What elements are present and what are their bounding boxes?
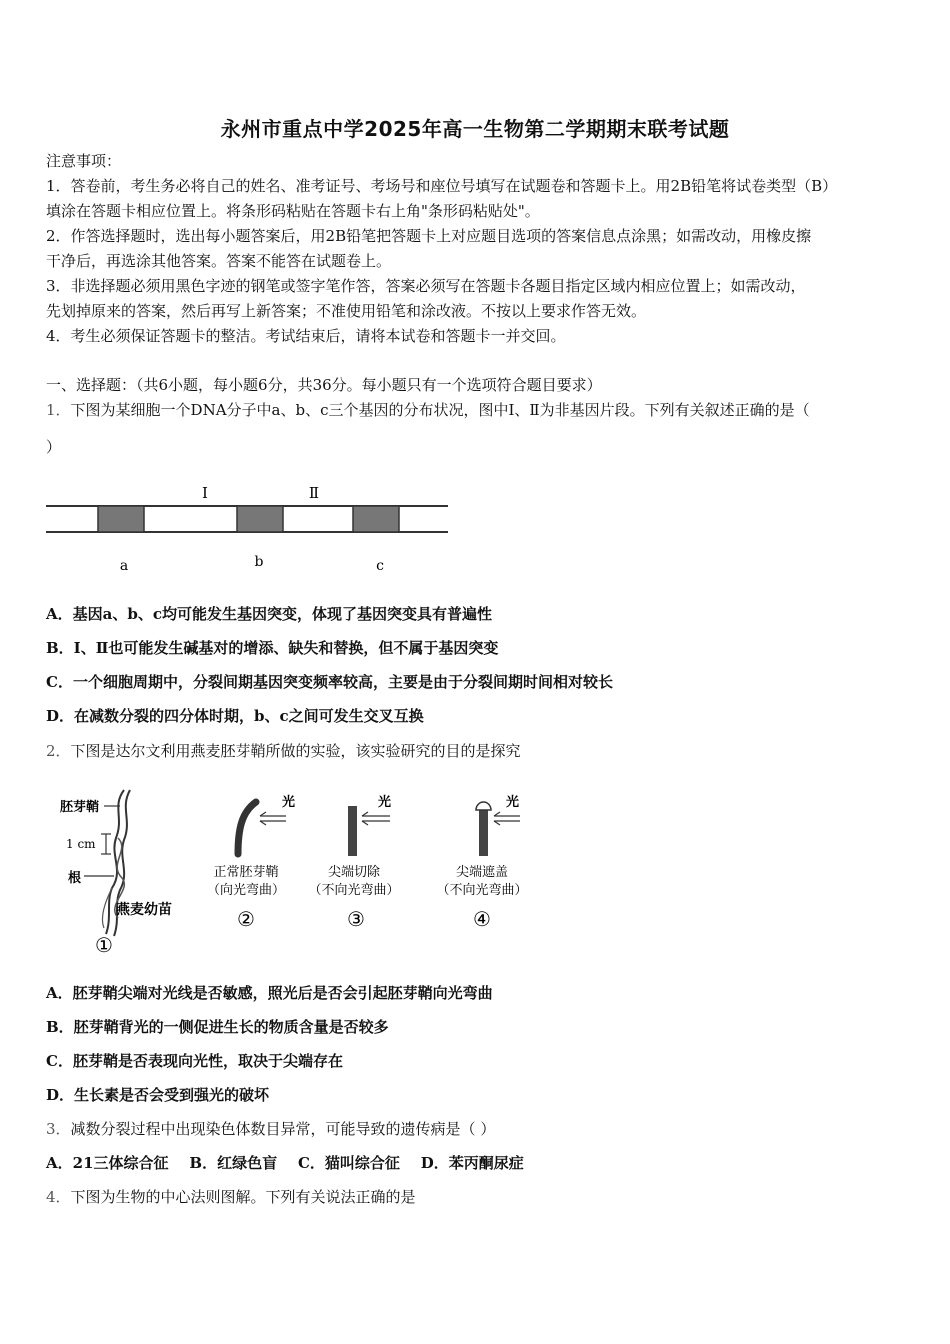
panel-2-caption-sub: （向光弯曲） [206, 883, 286, 898]
panel-4-caption-sub: （不向光弯曲） [436, 883, 528, 898]
notice-heading: 注意事项： [46, 152, 122, 170]
coleoptile-covered [479, 808, 488, 856]
notice-line: 先划掉原来的答案，然后再写上新答案；不准使用铅笔和涂改液。不按以上要求作答无效。 [46, 302, 647, 320]
question-number: 1． [46, 401, 71, 419]
label-root: 根 [68, 871, 82, 886]
segment-label-2: Ⅱ [308, 484, 320, 502]
darwin-coleoptile-figure [46, 778, 546, 960]
option: D．生长素是否会受到强光的破坏 [46, 1086, 270, 1104]
option: A．基因a、b、c均可能发生基因突变，体现了基因突变具有普遍性 [46, 605, 492, 623]
question-3-options: A．21三体综合征 B．红绿色盲 C．猫叫综合征 D．苯丙酮尿症 [46, 1154, 524, 1172]
question-1-stem [46, 400, 810, 420]
dna-gene-diagram [46, 478, 451, 578]
panel-3-caption: 尖端切除 [327, 865, 381, 880]
question-text: 下图为生物的中心法则图解。下列有关说法正确的是 [70, 1188, 416, 1206]
question-2-stem [46, 741, 521, 761]
question-4-stem [46, 1187, 416, 1207]
panel-3-caption-sub: （不向光弯曲） [308, 883, 400, 898]
panel-2-caption: 正常胚芽鞘 [213, 865, 279, 880]
gene-a-block [98, 506, 144, 532]
notice-line: 3．非选择题必须用黑色字迹的钢笔或签字笔作答，答案必须写在答题卡各题目指定区域内相应位置上；如需改动， [46, 277, 806, 295]
gene-label-a: a [119, 558, 129, 574]
question-number: 3． [46, 1120, 71, 1138]
option: B．胚芽鞘背光的一侧促进生长的物质含量是否较多 [46, 1018, 389, 1036]
light-label: 光 [506, 795, 520, 810]
gene-label-b: b [254, 554, 264, 570]
light-arrows-icon [260, 812, 286, 825]
panel-2-number: ② [237, 907, 255, 931]
question-text: 减数分裂过程中出现染色体数目异常，可能导致的遗传病是（ ） [70, 1120, 496, 1138]
light-label: 光 [282, 795, 296, 810]
option: C．胚芽鞘是否表现向光性，取决于尖端存在 [46, 1052, 343, 1070]
coleoptile-bent [238, 802, 256, 854]
notice-line: 填涂在答题卡相应位置上。将条形码粘贴在答题卡右上角"条形码粘贴处"。 [46, 202, 540, 220]
panel-3-number: ③ [347, 907, 365, 931]
label-coleoptile: 胚芽鞘 [60, 800, 100, 815]
light-label: 光 [378, 795, 392, 810]
label-1cm: 1 cm [66, 837, 96, 851]
notice-line: 干净后，再选涂其他答案。答案不能答在试题卷上。 [46, 252, 392, 270]
segment-label-1: Ⅰ [202, 484, 208, 502]
light-arrows-icon [362, 812, 390, 825]
panel-1-number: ① [95, 933, 113, 957]
notice-line: 4．考生必须保证答题卡的整洁。考试结束后，请将本试卷和答题卡一并交回。 [46, 327, 566, 345]
tip-cap-icon [476, 802, 491, 810]
notice-line: 1．答卷前，考生务必将自己的姓名、准考证号、考场号和座位号填写在试题卷和答题卡上。用2B铅笔将试卷类型（B） [46, 177, 838, 195]
question-3-stem [46, 1119, 495, 1139]
section-heading: 一、选择题：（共6小题，每小题6分，共36分。每小题只有一个选项符合题目要求） [46, 376, 602, 394]
gene-c-block [353, 506, 399, 532]
label-seedling: 燕麦幼苗 [116, 902, 172, 918]
option: C．一个细胞周期中，分裂间期基因突变频率较高，主要是由于分裂间期时间相对较长 [46, 673, 613, 691]
exam-title: 永州市重点中学2025年高一生物第二学期期末联考试题 [220, 117, 730, 141]
gene-label-c: c [376, 558, 384, 574]
option: D．在减数分裂的四分体时期，b、c之间可发生交叉互换 [46, 707, 424, 725]
option: B．Ⅰ、Ⅱ也可能发生碱基对的增添、缺失和替换，但不属于基因突变 [46, 639, 499, 657]
question-1-stem-cont: ） [46, 438, 62, 456]
gene-b-block [237, 506, 283, 532]
panel-4-number: ④ [473, 907, 491, 931]
light-arrows-icon [494, 812, 520, 825]
question-text: 下图为某细胞一个DNA分子中a、b、c三个基因的分布状况，图中Ⅰ、Ⅱ为非基因片段。下列有关叙述正确的是（ [70, 401, 810, 419]
question-number: 2． [46, 742, 71, 760]
option: A．胚芽鞘尖端对光线是否敏感，照光后是否会引起胚芽鞘向光弯曲 [46, 984, 493, 1002]
question-text: 下图是达尔文利用燕麦胚芽鞘所做的实验，该实验研究的目的是探究 [70, 742, 521, 760]
notice-line: 2．作答选择题时，选出每小题答案后，用2B铅笔把答题卡上对应题目选项的答案信息点涂黑；如需改动，用橡皮擦 [46, 227, 812, 245]
panel-4-caption: 尖端遮盖 [455, 865, 509, 880]
question-number: 4． [46, 1188, 71, 1206]
coleoptile-cut [348, 806, 357, 856]
